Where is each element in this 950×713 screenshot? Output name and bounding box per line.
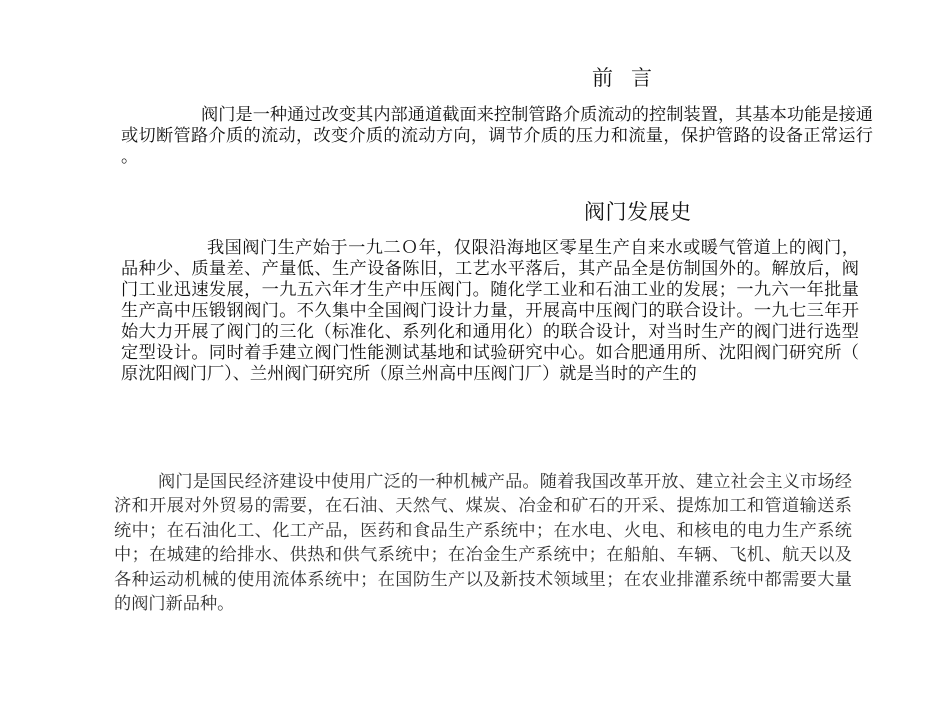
preface-title: 前言 bbox=[592, 66, 670, 90]
application-paragraph: 阀门是国民经济建设中使用广泛的一种机械产品。随着我国改革开放、建立社会主义市场经济和开展对外贸易的需要，在石油、天然气、煤炭、冶金和矿石的开采、提炼加工和管道输送系统中；在石油化工、化工产品，医药和食品生产系统中；在水电、火电、和核电的电力生产系统中；在城建的给排水、供热和供气系统中；在冶金生产系统中；在船舶、车辆、飞机、航天以及各种运动机械的使用流体系统中；在国防生产以及新技术领域里；在农业排灌系统中都需要大量的阀门新品种。 bbox=[114, 472, 852, 615]
history-paragraph: 我国阀门生产始于一九二Ｏ年，仅限沿海地区零星生产自来水或暖气管道上的阀门，品种少、质量差、产量低、生产设备陈旧，工艺水平落后，其产品全是仿制国外的。解放后，阀门工业迅速发展，一九五六年才生产中压阀门。随化学工业和石油工业的发展；一九六一年批量生产高中压锻钢阀门。不久集中全国阀门设计力量，开展高中压阀门的联合设计。一九七三年开始大力开展了阀门的三化（标准化、系列化和通用化）的联合设计，对当时生产的阀门进行选型定型设计。同时着手建立阀门性能测试基地和试验研究中心。如合肥通用所、沈阳阀门研究所（原沈阳阀门厂）、兰州阀门研究所（原兰州高中压阀门厂）就是当时的产生的 bbox=[121, 238, 859, 384]
preface-paragraph: 阀门是一种通过改变其内部通道截面来控制管路介质流动的控制装置，其基本功能是接通或切断管路介质的流动，改变介质的流动方向，调节介质的压力和流量，保护管路的设备正常运行。 bbox=[121, 105, 873, 167]
history-title: 阀门发展史 bbox=[584, 200, 692, 224]
